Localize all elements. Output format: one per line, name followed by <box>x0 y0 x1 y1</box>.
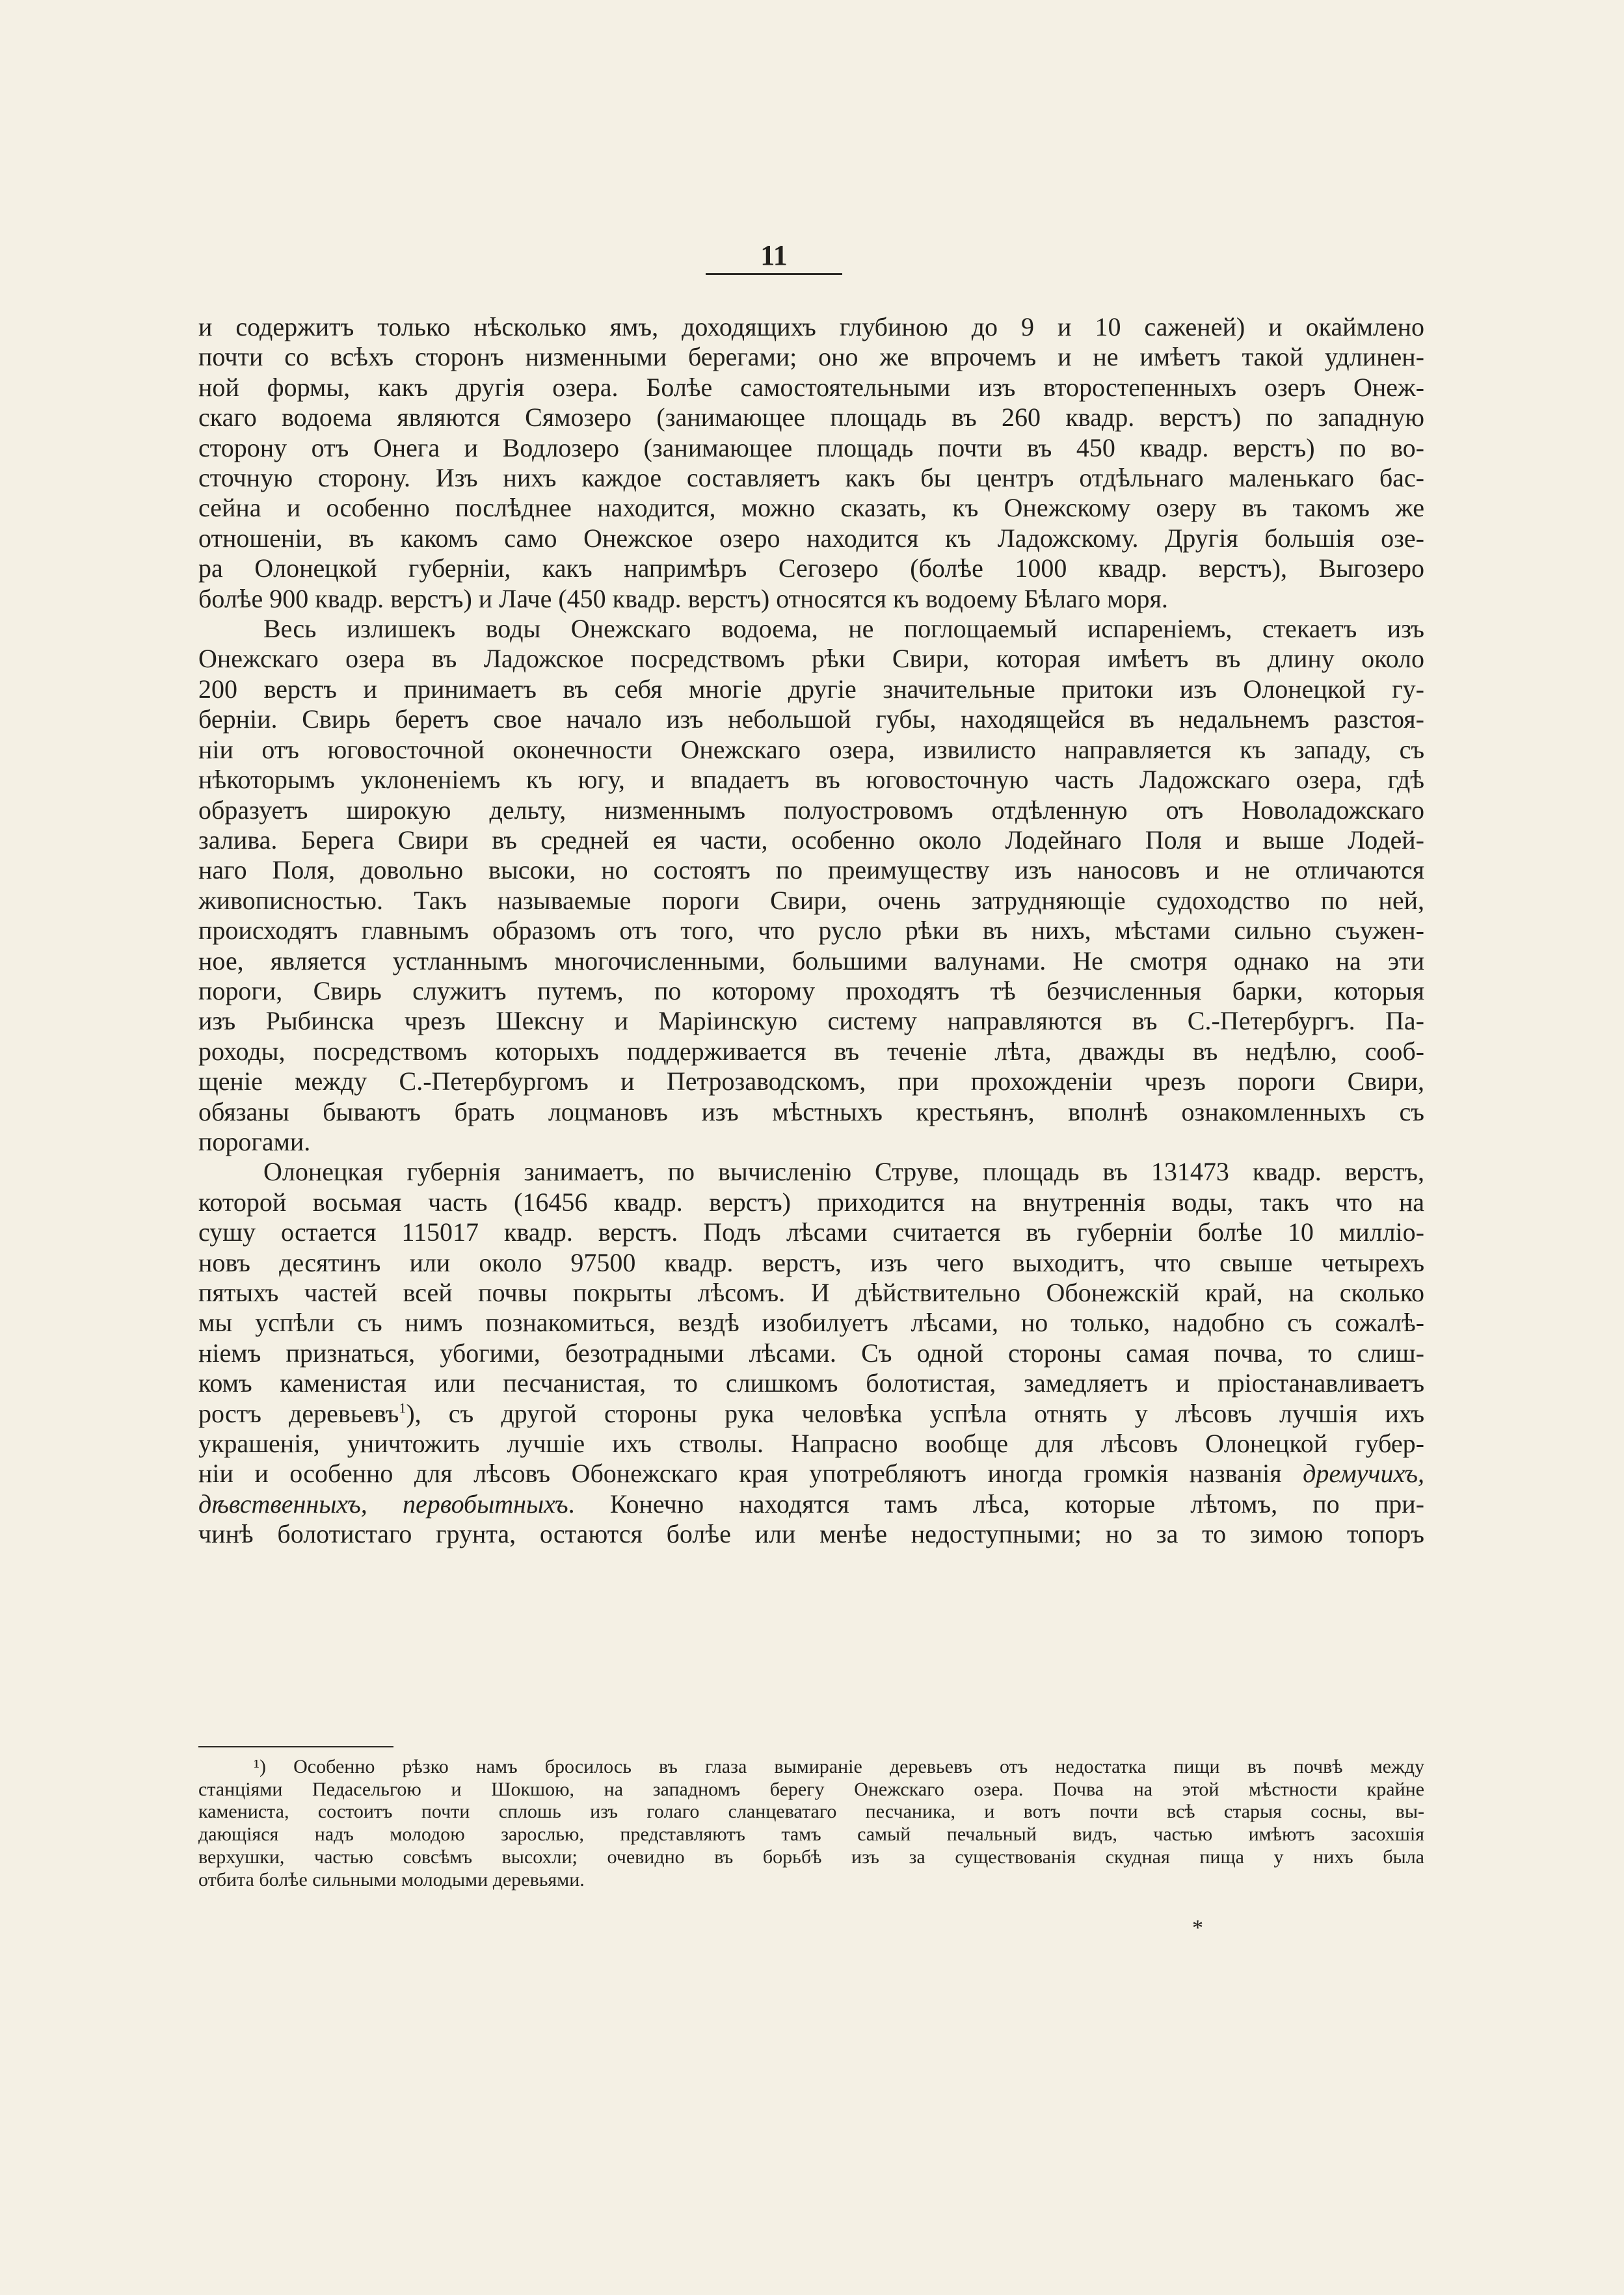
text-line: которой восьмая часть (16456 квадр. верстъ) приходится на внутреннія воды, такъ что на <box>198 1187 1424 1217</box>
text-line: образуетъ широкую дельту, низменнымъ полуостровомъ отдѣленную отъ Новоладожскаго <box>198 795 1424 825</box>
text-line: нѣкоторымъ уклоненіемъ къ югу, и впадаетъ въ юговосточную часть Ладожскаго озера, гдѣ <box>198 765 1424 795</box>
text-segment: ), съ другой стороны рука человѣка успѣла отнять у лѣсовъ лучшія ихъ <box>406 1398 1425 1428</box>
text-line: пятыхъ частей всей почвы покрыты лѣсомъ. И дѣйствительно Обонежскій край, на сколько <box>198 1278 1424 1307</box>
text-line: наго Поля, довольно высоки, но состоятъ по преимуществу изъ наносовъ и не отличаются <box>198 855 1424 885</box>
footnote-line: отбита болѣе сильными молодыми деревьями. <box>198 1868 585 1890</box>
text-line: 200 верстъ и принимаетъ въ себя многіе другіе значительные притоки изъ Олонецкой гу- <box>198 674 1424 704</box>
text-line: болѣе 900 квадр. верстъ) и Лаче (450 квадр. верстъ) относятся къ водоему Бѣлаго моря. <box>198 583 1168 613</box>
text-line: сточную сторону. Изъ нихъ каждое составляетъ какъ бы центръ отдѣльнаго маленькаго бас- <box>198 463 1424 493</box>
text-line: Онежскаго озера въ Ладожское посредствомъ рѣки Свири, которая имѣетъ въ длину около <box>198 644 1424 674</box>
text-line: мы успѣли съ нимъ познакомиться, вездѣ изобилуетъ лѣсами, но только, надобно съ сожалѣ- <box>198 1308 1424 1338</box>
main-text <box>198 312 1424 1550</box>
text-line: отношеніи, въ какомъ само Онежское озеро находится къ Ладожскому. Другія большія озе- <box>198 523 1424 553</box>
text-line: пороги, Свирь служитъ путемъ, по которому проходятъ тѣ безчисленныя барки, которыя <box>198 975 1424 1005</box>
footnote-marker: ¹) <box>254 1756 266 1777</box>
text-line: порогами. <box>198 1126 311 1156</box>
text-line: происходятъ главнымъ образомъ отъ того, что русло рѣки въ нихъ, мѣстами сильно съужен- <box>198 916 1424 946</box>
text-line: скаго водоема являются Сямозеро (занимающее площадь въ 260 квадр. верстъ) по западную <box>198 403 1424 432</box>
footnote-rule <box>198 1746 393 1747</box>
page-number: 11 <box>760 239 788 271</box>
text-line <box>198 1459 1424 1519</box>
text-line: и содержитъ только нѣсколько ямъ, доходящихъ глубиною до 9 и 10 саженей) и окаймлено <box>198 312 1424 341</box>
italic-phrase: дремучихъ, дѣвственныхъ, первобытныхъ <box>198 1459 1425 1519</box>
text-line: изъ Рыбинска чрезъ Шексну и Маріинскую систему направляются въ С.-Петербургъ. Па- <box>198 1006 1424 1036</box>
footnote-line: верхушки, частью совсѣмъ высохли; очевидно въ борьбѣ изъ за существованія скудная пища у нихъ была <box>198 1846 1424 1868</box>
text-line: сушу остается 115017 квадр. верстъ. Подъ лѣсами считается въ губерніи болѣе 10 милліо- <box>198 1217 1424 1247</box>
text-line: Весь излишекъ воды Онежскаго водоема, не поглощаемый испареніемъ, стекаетъ изъ <box>263 614 1424 644</box>
footnote <box>198 1756 1424 1891</box>
text-line: украшенія, уничтожить лучшіе ихъ стволы. Напрасно вообще для лѣсовъ Олонецкой губер- <box>198 1429 1424 1459</box>
text-line: сторону отъ Онега и Водлозеро (занимающее площадь почти въ 450 квадр. верстъ) по во- <box>198 432 1424 462</box>
text-line: чинѣ болотистаго грунта, остаются болѣе или менѣе недоступными; но за то зимою топоръ <box>198 1519 1424 1549</box>
page-number-rule <box>706 273 842 275</box>
text-line <box>198 1399 1424 1429</box>
text-line: роходы, посредствомъ которыхъ поддерживается въ теченіе лѣта, дважды въ недѣлю, сооб- <box>198 1036 1424 1066</box>
text-line: Олонецкая губернія занимаетъ, по вычисленію Струве, площадь въ 131473 квадр. верстъ, <box>263 1157 1424 1187</box>
text-segment: . Конечно находятся тамъ лѣса, которые лѣтомъ, по при- <box>568 1489 1424 1519</box>
text-line: щеніе между С.-Петербургомъ и Петрозаводскомъ, при прохожденіи чрезъ пороги Свири, <box>198 1067 1424 1096</box>
footnote-line: станціями Педасельгою и Шокшою, на западномъ берегу Онежскаго озера. Почва на этой мѣстности крайне <box>198 1778 1424 1800</box>
text-line: ра Олонецкой губерніи, какъ напримѣръ Сегозеро (болѣе 1000 квадр. верстъ), Выгозеро <box>198 553 1424 583</box>
text-line: почти со всѣхъ сторонъ низменными берегами; оно же впрочемъ и не имѣетъ такой удлинен- <box>198 342 1424 372</box>
text-line: ніемъ признаться, убогими, безотрадными лѣсами. Съ одной стороны самая почва, то слиш- <box>198 1338 1424 1368</box>
text-segment: ніи и особенно для лѣсовъ Обонежскаго края употребляютъ иногда громкія названія <box>198 1459 1282 1489</box>
text-line: ной формы, какъ другія озера. Болѣе самостоятельными изъ второстепенныхъ озеръ Онеж- <box>198 372 1424 402</box>
footnote-reference: 1 <box>399 1400 406 1416</box>
footnote-line <box>198 1756 1424 1779</box>
text-line: комъ каменистая или песчанистая, то слишкомъ болотистая, замедляетъ и пріостанавливаетъ <box>198 1368 1424 1398</box>
text-line: ніи отъ юговосточной оконечности Онежскаго озера, извилисто направляется къ западу, съ <box>198 734 1424 764</box>
text-line: обязаны бываютъ брать лоцмановъ изъ мѣстныхъ крестьянъ, вполнѣ ознакомленныхъ съ <box>198 1096 1424 1126</box>
text-line: берніи. Свирь беретъ свое начало изъ небольшой губы, находящейся въ недальнемъ разстоя- <box>198 704 1424 734</box>
text-line: залива. Берега Свири въ средней ея части, особенно около Лодейнаго Поля и выше Лодей- <box>198 825 1424 855</box>
text-segment: ростъ деревьевъ <box>198 1398 399 1428</box>
text-line: живописностью. Такъ называемые пороги Свири, очень затрудняющіе судоходство по ней, <box>198 885 1424 915</box>
text-line: новъ десятинъ или около 97500 квадр. верстъ, изъ чего выходитъ, что свыше четырехъ <box>198 1247 1424 1277</box>
footnote-line: дающіяся надъ молодою зарослью, представляютъ тамъ самый печальный видъ, частью имѣютъ засохшія <box>198 1824 1424 1846</box>
text-line: ное, является устланнымъ многочисленными, большими валунами. Не смотря однако на эти <box>198 946 1424 975</box>
text-line: сейна и особенно послѣднее находится, можно сказать, къ Онежскому озеру въ такомъ же <box>198 493 1424 523</box>
footnote-text: Особенно рѣзко намъ бросилось въ глаза вымираніе деревьевъ отъ недостатка пищи въ почвѣ между <box>293 1756 1425 1777</box>
footnote-line: камениста, состоитъ почти сплошь изъ голаго сланцеватаго песчаника, и вотъ почти всѣ старыя сосны, вы- <box>198 1801 1424 1823</box>
signature-mark: * <box>1192 1916 1203 1940</box>
